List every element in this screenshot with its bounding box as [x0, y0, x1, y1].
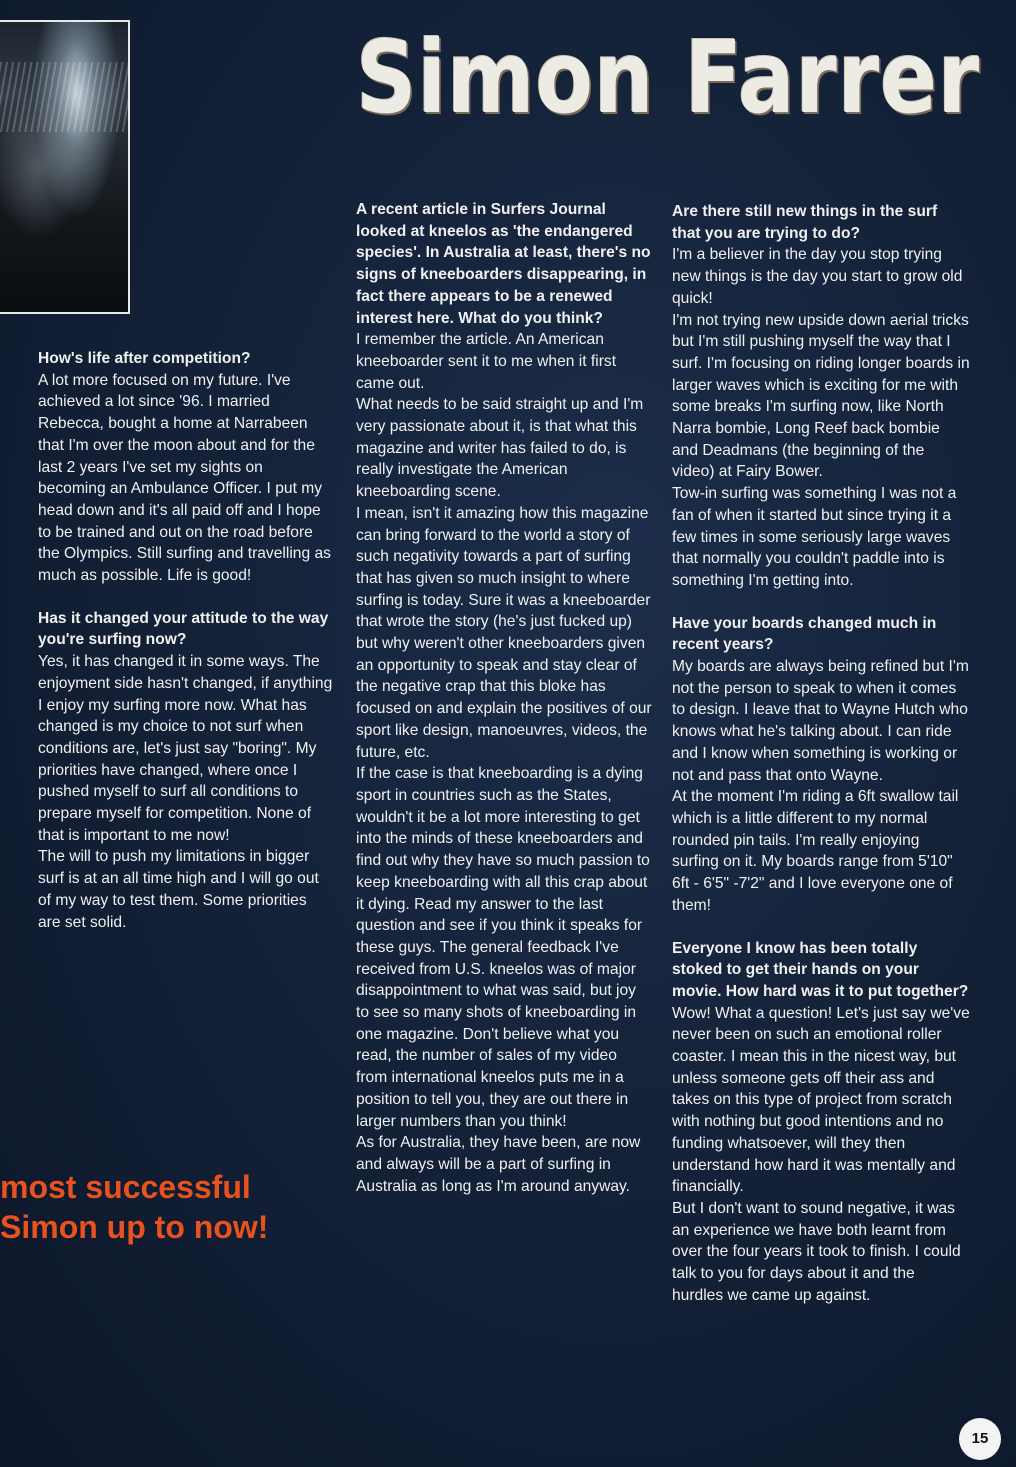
pull-quote — [0, 1167, 330, 1247]
answer-paragraph: I'm not trying new upside down aerial tricks but I'm still pushing myself the way that I surf. I'm focusing on riding longer boards in larger waves which is exciting for me with some breaks I'm surfing now, like North Narra bombie, Long Reef back bombie and Deadmans (the beginning of the video) at Fairy Bower. — [672, 311, 970, 481]
question-boards-changed: Have your boards changed much in recent years? — [672, 614, 937, 654]
question-life-after-competition: How's life after competition? — [38, 350, 251, 367]
column-2 — [356, 199, 652, 1197]
answer-paragraph: Wow! What a question! Let's just say we've never been on such an emotional roller coaster. I mean this in the nicest way, but unless someone gets off their ass and takes on this type of project from scratch with nothing but good intentions and no funding whatsoever, will they then understand how hard it was mentally and financially. — [672, 1004, 970, 1196]
column-3 — [672, 201, 970, 1306]
answer-paragraph: My boards are always being refined but I'm not the person to speak to when it comes to design. I leave that to Wayne Hutch who knows what he's talking about. I can ride and I know when something is working or not and pass that onto Wayne. — [672, 658, 969, 784]
answer-paragraph: The will to push my limitations in bigger surf is at an all time high and I will go out of my way to test them. Some priorities are set solid. — [38, 848, 319, 931]
column-1 — [38, 348, 333, 933]
answer-paragraph: At the moment I'm riding a 6ft swallow tail which is a little different to my normal rounded pin tails. I'm really enjoying surfing on it. My boards range from 5'10" 6ft - 6'5" -7'2" and I love everyone one of them! — [672, 788, 959, 914]
answer-paragraph: What needs to be said straight up and I'm very passionate about it, is that what this magazine and writer has failed to do, is really investigate the American kneeboarding scene. — [356, 396, 644, 501]
pull-quote-line: most successful — [0, 1169, 251, 1205]
answer-paragraph: A lot more focused on my future. I've achieved a lot since '96. I married Rebecca, bought a home at Narrabeen that I'm over the moon about and for the last 2 years I've set my sights on becoming an Ambulance Officer. I put my head down and it's all paid off and I hope to be trained and out on the road before the Olympics. Still surfing and travelling as much as possible. Life is good! — [38, 371, 331, 585]
page-number: 15 — [959, 1418, 1001, 1460]
answer-paragraph: I'm a believer in the day you stop trying new things is the day you start to grow old quick! — [672, 246, 963, 307]
answer-paragraph: I mean, isn't it amazing how this magazine can bring forward to the world a story of such negativity towards a part of surfing that has given so much insight to where surfing is today. Sure it was a kneeboarder that wrote the story (he's just fucked up) but why weren't other kneeboarders given an opportunity to speak and stay clear of the negative crap that this bloke has focused on and explain the positives of our sport like design, manoeuvres, videos, the future, etc. — [356, 504, 652, 761]
article-title: Simon Farrer — [356, 19, 981, 136]
question-endangered-species: A recent article in Surfers Journal looked at kneelos as 'the endangered species'. In Australia at least, there's no signs of kneeboarders disappearing, in fact there appears to be a renewed interest here. What do you think? — [356, 201, 651, 327]
answer-paragraph: If the case is that kneeboarding is a dying sport in countries such as the States, wouldn't it be a lot more interesting to get into the minds of these kneeboarders and find out why they have so much passion to keep kneeboarding with all this crap about it dying. Read my answer to the last question and see if you think it speaks for these guys. The general feedback I've received from U.S. kneelos was of major disappointment to what was said, but joy to see so many shots of kneeboarding in one magazine. Don't believe what you read, the number of sales of my video from international kneelos puts me in a position to tell you, they are out there in larger numbers than you think! — [356, 765, 650, 1130]
question-new-things: Are there still new things in the surf that you are trying to do? — [672, 203, 938, 242]
answer-paragraph: I remember the article. An American kneeboarder sent it to me when it first came out. — [356, 331, 617, 392]
pull-quote-line: Simon up to now! — [0, 1209, 269, 1245]
question-movie: Everyone I know has been totally stoked to get their hands on your movie. How hard was it to put together? — [672, 939, 969, 1000]
wave-spray-texture — [0, 62, 130, 132]
answer-paragraph: As for Australia, they have been, are now and always will be a part of surfing in Australia as long as I'm around anyway. — [356, 1134, 641, 1195]
answer-paragraph: But I don't want to sound negative, it was an experience we have both learnt from over the four years it took to finish. I could talk to you for days about it and the hurdles we came up against. — [672, 1199, 961, 1304]
question-attitude-change: Has it changed your attitude to the way you're surfing now? — [38, 609, 329, 649]
answer-paragraph: Yes, it has changed it in some ways. The enjoyment side hasn't changed, if anything I enjoy my surfing more now. What has changed is my choice to not surf when conditions are, let's just say "boring". My priorities have changed, where once I pushed myself to surf all conditions to prepare myself for competition. None of that is important to me now! — [38, 653, 333, 844]
answer-paragraph: Tow-in surfing was something I was not a fan of when it started but since trying it a few times in some seriously large waves that normally you couldn't paddle into is something I'm getting into. — [672, 485, 957, 589]
surf-photo — [0, 20, 130, 314]
